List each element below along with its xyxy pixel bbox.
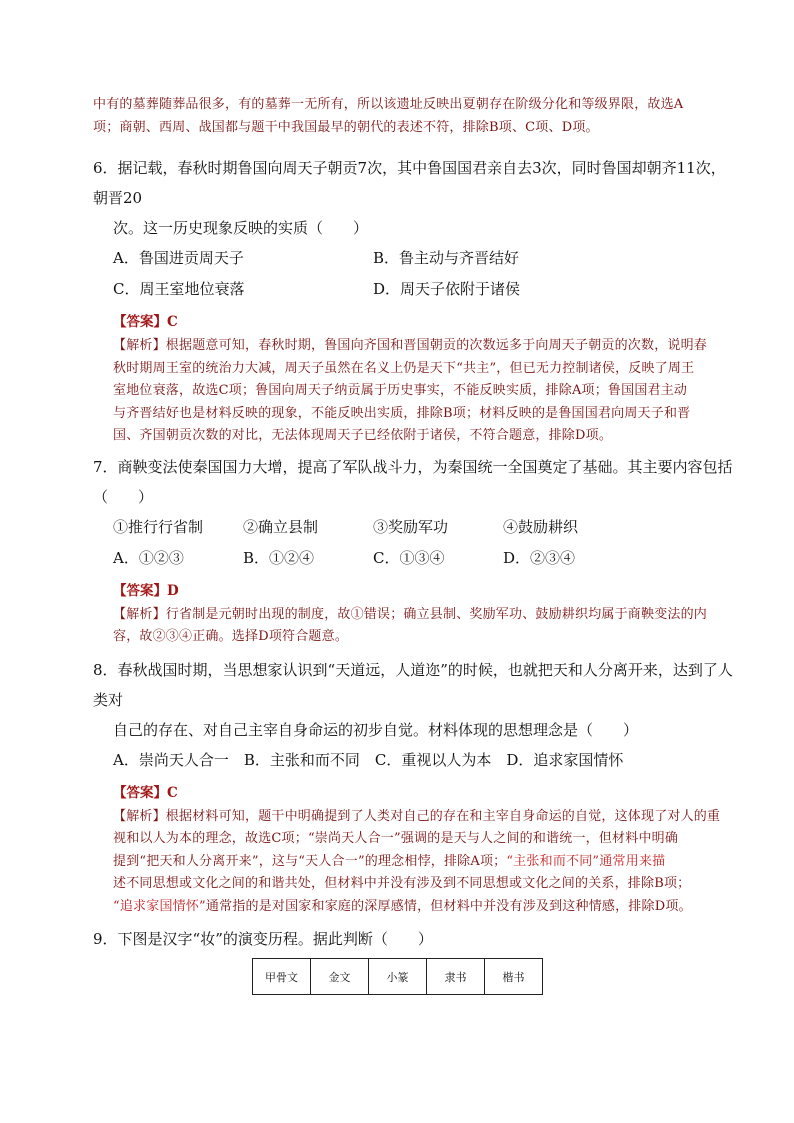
top-analysis <box>93 94 733 139</box>
option-c: C．①③④ <box>373 548 445 567</box>
question-7 <box>93 452 733 512</box>
item-3: ③奖励军功 <box>373 517 449 536</box>
answer-label: 【答案】C <box>113 784 178 801</box>
question-8 <box>93 655 733 745</box>
analysis-line: 【解析】根据题意可知，春秋时期，鲁国向齐国和晋国朝贡的次数远多于向周天子朝贡的次数，说明春 <box>113 338 708 353</box>
analysis-line <box>113 896 733 919</box>
analysis-line: 项；商朝、西周、战国都与题干中我国最早的朝代的表述不符，排除B项、C项、D项。 <box>93 119 599 135</box>
analysis-line: 视和以人为本的理念，故选C项；“崇尚天人合一”强调的是天与人之间的和谐统一，但材料中明确 <box>113 831 679 846</box>
table-cell: 金文 <box>311 959 369 995</box>
question-stem: 7．商鞅变法使秦国国力大增，提高了军队战斗力，为秦国统一全国奠定了基础。其主要内容包括（ ） <box>93 457 733 506</box>
option-b: B．①②④ <box>243 548 315 567</box>
option-d: D．周天子依附于诸侯 <box>373 280 521 298</box>
analysis-text: 通常指的是对国家和家庭的深厚感情，但材料中并没有涉及到这种情感，排除D项。 <box>205 898 692 914</box>
analysis-line: 【解析】根据材料可知，题干中明确提到了人类对自己的存在和主宰自身命运的自觉，这体现了对人的重 <box>113 808 721 824</box>
analysis-line: 室地位衰落，故选C项；鲁国向周天子纳贡属于历史事实，不能反映实质，排除A项；鲁国国君主动 <box>113 383 688 398</box>
script-evolution-table <box>252 958 543 995</box>
option-a: A．①②③ <box>113 548 184 567</box>
q7-items <box>93 512 733 543</box>
option-c: C．周王室地位衰落 <box>113 280 245 298</box>
analysis-line <box>113 851 733 874</box>
question-stem: 次。这一历史现象反映的实质（ ） <box>113 219 369 237</box>
analysis-line: 国、齐国朝贡次数的对比，无法体现周天子已经依附于诸侯，不符合题意，排除D项。 <box>113 428 613 443</box>
option-b: B．鲁主动与齐晋结好 <box>373 249 520 267</box>
item-2: ②确立县制 <box>243 517 319 536</box>
table-cell: 甲骨文 <box>253 959 311 995</box>
answer-label: 【答案】C <box>113 314 178 330</box>
q6-options <box>93 243 733 305</box>
table-cell: 隶书 <box>427 959 485 995</box>
option-a: A．鲁国进贡周天子 <box>113 249 244 267</box>
answer-label: 【答案】D <box>113 582 179 599</box>
analysis-text: 提到“把天和人分离开来”，这与“天人合一”的理念相悖，排除A项； <box>113 853 507 869</box>
option-d: D．②③④ <box>503 548 576 567</box>
analysis-line: 秋时期周王室的统治力大减，周天子虽然在名义上仍是天下“共主”，但已无力控制诸侯，反映了周王 <box>113 360 695 376</box>
analysis-line: 述不同思想或文化之间的和谐共处，但材料中并没有涉及到不同思想或文化之间的关系，排除B项； <box>113 876 691 891</box>
question-6 <box>93 153 733 243</box>
q7-options <box>93 543 733 574</box>
highlight-text: “追求家国情怀” <box>113 898 206 914</box>
question-stem: 6．据记载，春秋时期鲁国向周天子朝贡7次，其中鲁国国君亲自去3次，同时鲁国却朝齐11次，朝晋20 <box>93 159 726 207</box>
analysis-line: 【解析】行省制是元朝时出现的制度，故①错误；确立县制、奖励军功、鼓励耕织均属于商鞅变法的内 <box>113 606 708 622</box>
item-1: ①推行行省制 <box>113 517 204 536</box>
analysis-line: 与齐晋结好也是材料反映的现象，不能反映出实质，排除B项；材料反映的是鲁国国君向周天子和晋 <box>113 405 691 421</box>
analysis-line: 中有的墓葬随葬品很多，有的墓葬一无所有，所以该遗址反映出夏朝存在阶级分化和等级界限，故选A <box>93 97 684 112</box>
table-cell: 楷书 <box>485 959 543 995</box>
q6-analysis <box>93 335 733 448</box>
item-4: ④鼓励耕织 <box>503 517 579 536</box>
highlight-text: “主张和而不同”通常用来描 <box>506 853 666 869</box>
q8-options: A．崇尚天人合一 B．主张和而不同 C．重视以人为本 D．追求家国情怀 <box>113 750 624 769</box>
question-stem: 9．下图是汉字“妆”的演变历程。据此判断（ ） <box>93 930 433 948</box>
question-stem: 8．春秋战国时期，当思想家认识到“天道远，人道迩”的时候，也就把天和人分离开来，达到了人类对 <box>93 660 733 709</box>
table-cell: 小篆 <box>369 959 427 995</box>
analysis-line: 容，故②③④正确。选择D项符合题意。 <box>113 629 349 644</box>
q8-analysis <box>93 806 733 919</box>
table-row <box>253 959 543 995</box>
question-9 <box>93 924 733 954</box>
q7-analysis <box>93 604 733 649</box>
question-stem: 自己的存在、对自己主宰自身命运的初步自觉。材料体现的思想理念是（ ） <box>113 720 639 739</box>
document-page <box>93 94 733 995</box>
